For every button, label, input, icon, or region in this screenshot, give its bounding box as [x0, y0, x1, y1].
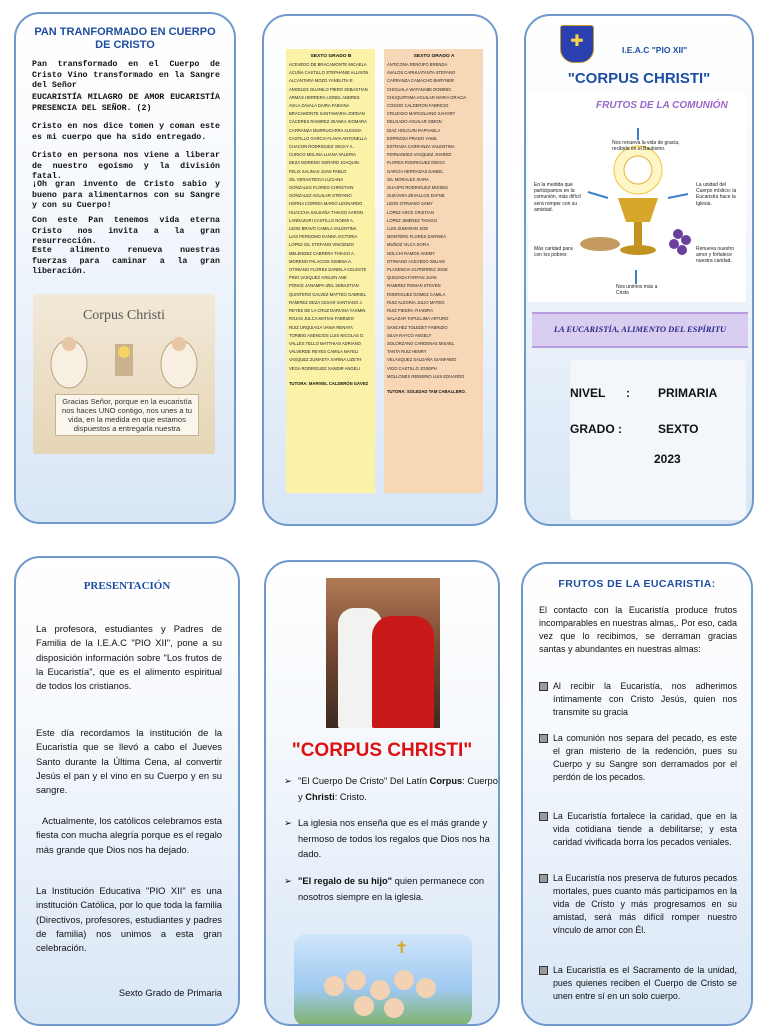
- item-bold: Corpus: [429, 776, 463, 786]
- bullet-icon: [539, 966, 548, 975]
- student-name: MORENO PALACIOS GIMENA A.: [289, 258, 352, 264]
- student-name: ACUÑA CASTILLO STEPHANIE ALLISON: [289, 70, 369, 76]
- fruit-bullet: [539, 964, 737, 1003]
- student-name: VALVERDE REYES CAMILA NAYELI: [289, 349, 359, 355]
- student-name: SALAZAR TAPULLIMA ARTURO: [387, 316, 449, 322]
- student-name: DIAZ HOLGUIN RAPHAELA: [387, 127, 441, 133]
- student-name: PLASENCIA GUTIERREZ JOSE: [387, 267, 448, 273]
- image-caption: Gracias Señor, porque en la eucaristía nos haces UNO contigo, nos unes a tu vida, en la medida en que estamos dispuestos a entregarla nuestra: [55, 394, 199, 436]
- student-name: GONZALES FLORES CHRISTIAN: [289, 185, 354, 191]
- bullet-text: Al recibir la Eucaristía, nos adherimos íntimamente con Cristo Jesús, quien nos transmite su gracia: [553, 681, 737, 717]
- student-name: FELIX SALINAS JUAN PABLO: [289, 168, 347, 174]
- bullet-text: La comunión nos separa del pecado, es este el gran misterio de la redención, pues su Cuerpo y su Sangre son derramados por el perdón de los pecados.: [553, 733, 737, 782]
- fruit-bullet: [539, 810, 737, 849]
- hymn-paragraph: EUCARISTÍA MILAGRO DE AMOR EUCARISTÍA PRESENCIA DEL SEÑOR. (2): [32, 93, 220, 113]
- student-name: DEZA MORENO GERARD JOAQUIN: [289, 160, 359, 166]
- presentation-paragraph: Actualmente, los católicos celebramos esta fiesta con mucha alegría porque es el regalo más grande que Dios nos ha dejado.: [36, 815, 222, 855]
- student-name: QUINTERO GALVEZ MATTEO GABRIEL: [289, 291, 367, 297]
- student-name: SOLORZANO CARDENAS MISAEL: [387, 340, 455, 346]
- student-name: CASTILLO GARCIA FLAVIA ANTONELLA: [289, 135, 368, 141]
- item-text: : Cuerpo y: [298, 776, 498, 802]
- student-name: SILVA RAYCO ANGELY: [387, 332, 432, 338]
- hymn-paragraph: Este alimento renueva nuestras fuerzas para caminar a la gran liberación.: [32, 246, 220, 276]
- student-name: LIAS PERDOMO DANNA VICTORIA: [289, 234, 358, 240]
- student-name: ROJAS JULCA MATIAS FABRIZIO: [289, 316, 354, 322]
- tutor-name: TUTORA: MARIVEL CALDERÓN GÁVEZ: [289, 380, 369, 386]
- student-name: CRUZADO MARCELIANO XAHORY: [387, 111, 456, 117]
- cover-panel: [524, 14, 754, 526]
- grado-value: SEXTO: [658, 422, 699, 436]
- student-name: RUIZ PIEDRA YHADIRA: [387, 308, 433, 314]
- student-name: PINO VASQUEZ AYELEN ANE: [289, 275, 347, 281]
- student-name: GONZALEZ AGUILAR STEFANO: [289, 193, 352, 199]
- hymn-paragraph: Con este Pan tenemos vida eterna Cristo nos invita a la gran resurrección.: [32, 216, 220, 246]
- item-text: La iglesia nos enseña que es el más grande y hermoso de todos los regalos que Dios nos ha dado.: [298, 818, 490, 859]
- student-name: VASQUEZ ZUMAETA XARINA LIZETH: [289, 357, 362, 363]
- student-name: FLORES RODRIGUEZ DIEGO: [387, 160, 445, 166]
- grade-b-header: SEXTO GRADO B: [310, 54, 352, 59]
- student-name: NOLCHI RAMOS AKEMY: [387, 250, 435, 256]
- bullet-text: La Eucaristía es el Sacramento de la unidad, pues quienes reciben el Cuerpo de Cristo se unen entre sí en un solo cuerpo.: [553, 965, 737, 1001]
- arrow-icon: ➢: [284, 818, 292, 829]
- item-text: "El Cuerpo De Cristo" Del Latín: [298, 776, 430, 786]
- eucharist-ribbon: [532, 312, 748, 348]
- grade-a-list: [384, 49, 483, 493]
- student-name: LOPEZ JIMENEZ THIAGO: [387, 217, 437, 223]
- presentation-signature: Sexto Grado de Primaria: [118, 987, 222, 998]
- item-text: quien permanece con nosotros siempre en la iglesia.: [298, 876, 485, 902]
- fruit-annotation: Nos renueva la vida de gracia, recibida en el Bautismo.: [612, 140, 680, 153]
- fruit-bullet: [539, 872, 737, 937]
- item-bold: Christi: [305, 791, 335, 802]
- student-name: ARMAS HERRERA LIONEL ANDRES: [289, 94, 360, 100]
- student-name: VELASQUEZ SALDAÑA GIANFABIO: [387, 357, 457, 363]
- student-list-panel: [262, 14, 498, 526]
- student-name: QUEZADA FARFAN JUAN: [387, 275, 437, 281]
- student-name: TORIBIO ASENCIOS LUIS NICOLAS O.: [289, 332, 365, 338]
- student-name: CARRANZA MURRUGARRA ALESSIA: [289, 127, 362, 133]
- student-name: LOPEZ GIL STEFANO VINCENZO: [289, 242, 354, 248]
- student-name: SANCHEZ TOLEDET FABRIZIO: [387, 324, 448, 330]
- hymn-title: PAN TRANFORMADO EN CUERPO DE CRISTO: [34, 26, 216, 51]
- grade-b-list: [286, 49, 375, 493]
- fruit-annotation: Renueva nuestro amor y fortalece nuestra caridad.: [696, 246, 735, 265]
- fruit-annotation: En la medida que participamos en la comunión, más difícil será romper con su amistad.: [534, 182, 581, 213]
- student-name: GUAJPO RODRIGUEZ MOISES: [387, 185, 448, 191]
- presentation-paragraph: La profesora, estudiantes y Padres de Familia de la I.E.A.C "PIO XII", pone a su disposición información sobre "Los frutos de la Eucaristía", que es el alimento espiritual de todos los cristianos.: [36, 623, 222, 692]
- student-name: ANTICONA RENGIFO BRENDA: [387, 62, 448, 67]
- student-name: CHIGUALA WATANABE DOMINIC: [387, 86, 452, 92]
- fruit-bullet: [539, 680, 737, 719]
- bullet-icon: [539, 734, 548, 743]
- student-name: VEGA RODRIGUEZ XANDIR ANGELI: [289, 365, 360, 371]
- presentation-paragraph: Este día recordamos la institución de la Eucaristía que se llevó a cabo el Jueves Santo durante la Última Cena, al convertir Jesús el pan y el vino en su Cuerpo y en su sangre.: [36, 727, 222, 796]
- student-name: LUIS ZUMARAN SOE: [387, 226, 429, 232]
- hymn-paragraph: Cristo en nos dice tomen y coman este es mi cuerpo que ha sido entregado.: [32, 122, 220, 142]
- list-item: [284, 774, 500, 805]
- student-name: BRACAMONTE SANTAMARIA JORDAN: [289, 111, 365, 117]
- corpus-christi-title: "CORPUS CHRISTI": [291, 740, 473, 761]
- student-name: MUÑOZ VILCA SOFIA: [387, 242, 430, 248]
- student-name: TANTA RUIZ HENRY: [387, 349, 427, 355]
- student-name: MONTERO FLORES DARINKA: [387, 234, 447, 240]
- hymn-paragraph: Cristo en persona nos viene a liberar de nuestro egoísmo y la división fatal.: [32, 151, 220, 181]
- student-name: CÁCERES RAMIREZ JEANKA XIOMARA: [289, 119, 367, 125]
- nivel-colon: :: [626, 386, 630, 400]
- student-name: HUACCHA SALDAÑA THIAGO AARON: [289, 209, 363, 215]
- student-name: GUEVARA ZEVALLOS DAFNE: [387, 193, 445, 199]
- cross-icon: ✝: [395, 940, 409, 957]
- school-crest-icon: ✚: [560, 25, 594, 63]
- student-name: CHACON RODRIGUEZ VECKY A.: [289, 144, 354, 150]
- student-name: ACEVEDO DE BRACAMONTE MICAELA: [289, 62, 367, 67]
- student-name: VALLES TELLO MATTHIAS ADRIANO: [289, 340, 361, 346]
- student-name: OTINIANO ACEVEDO WILIAM: [387, 258, 445, 264]
- corpus-christi-panel: [264, 560, 500, 1026]
- student-name: ESTRADA CARRANZA VALENTINA: [387, 144, 455, 150]
- student-name: LEON BRAVO CAMILA VALENTINA: [289, 226, 357, 232]
- hymn-paragraph: ¡Oh gran invento de Cristo sabio y bueno para alimentarnos con su Sangre y con su Cuerpo!: [32, 180, 220, 210]
- nivel-value: PRIMARIA: [658, 386, 718, 400]
- student-name: LEON OTINIANO SAMY: [387, 201, 433, 207]
- hymn-panel: [14, 12, 236, 524]
- student-name: GARCIA HERRADAS DANIEL: [387, 168, 444, 174]
- grade-info: [570, 360, 746, 520]
- item-bold: "El regalo de su hijo": [298, 876, 393, 886]
- student-name: ANGELES GUANILO PIERO SEBASTIAN: [289, 86, 368, 92]
- item-text: : Cristo.: [334, 791, 367, 802]
- pope-communion-photo: [326, 578, 440, 728]
- student-name: COSSIO CALDERON FABRICIO: [387, 103, 449, 109]
- children-faces: [294, 934, 472, 1026]
- frutos-diagram: [528, 94, 746, 302]
- school-name: I.E.A.C "PIO XII": [622, 45, 688, 55]
- student-name: RUIZ URQUIAGA VANIA RENATA: [289, 324, 353, 330]
- student-name: REYES DE LA CRUZ DARIANA YASMIN: [289, 308, 366, 314]
- student-name: PONCE JANAMPA IZEL SEBASTIAN: [289, 283, 359, 289]
- student-name: ALCANTARA MOZO YANELITH E.: [289, 78, 354, 84]
- fruit-annotation: Más caridad para con los pobres: [534, 246, 573, 259]
- bullet-text: La Eucaristía nos preserva de futuros pecados mortales, pues cuanto más participamos en la vida de Cristo y más progresamos en su amistad, será más difícil romper nuestro vínculo de amor con Él.: [553, 873, 737, 935]
- presentation-title: PRESENTACIÓN: [83, 580, 171, 592]
- student-name: CHUQUIPOMA AGUILAR MARIA GRACIA: [387, 94, 467, 100]
- bullet-icon: [539, 682, 548, 691]
- ribbon-text: LA EUCARISTÍA, ALIMENTO DEL ESPÍRITU: [553, 324, 727, 334]
- cover-title: "CORPUS CHRISTI": [567, 70, 711, 87]
- fruits-title: FRUTOS DE LA EUCARISTIA:: [558, 578, 716, 590]
- school-year: 2023: [654, 452, 681, 466]
- student-name: MELENDEZ CABRERA THIAGO A.: [289, 250, 356, 256]
- list-item: [284, 816, 500, 863]
- fruit-annotation: La unidad del Cuerpo místico: la Eucaristía hace la Iglesia.: [696, 182, 737, 207]
- student-name: CURICO MOLINA LUANA VALERIA: [289, 152, 356, 158]
- arrow-icon: ➢: [284, 876, 292, 887]
- corpus-christi-image: [33, 294, 215, 454]
- student-name: DELGADO AGUILAR SIMON: [387, 119, 442, 125]
- list-item: [284, 874, 500, 905]
- student-name: VIGO CASTILLO JOSEPH: [387, 365, 437, 371]
- student-name: RODRIGUEZ GOMEZ CAMILA: [387, 291, 446, 297]
- fruit-annotation: Nos unimos más a Cristo: [616, 284, 658, 297]
- grado-label: GRADO :: [570, 422, 622, 436]
- bullet-text: La Eucaristía fortalece la caridad, que en la vida cotidiana tiende a debilitarse; y esta caridad vivificada borra los pecados veniales.: [553, 811, 737, 847]
- student-name: HORNA CORREA MARIO LEONARDO: [289, 201, 363, 207]
- tutor-name: TUTORA: SOLEDAD TAM CABALLERO.: [387, 388, 466, 394]
- presentation-panel: [14, 556, 240, 1026]
- student-name: LANDAZURI CASTILLO NOEMI A.: [289, 217, 354, 223]
- student-name: AVILA ZAVALA DAIRA FABIANA: [289, 103, 350, 109]
- student-name: RAMIREZ DEZA CESAR SANTIAGO J.: [289, 299, 363, 305]
- hymn-paragraph: Pan transformado en el Cuerpo de Cristo Vino transformado en la Sangre del Señor: [32, 60, 220, 90]
- student-name: AVALOS CARHUATANTA STEFANO: [387, 70, 456, 76]
- nivel-label: NIVEL: [570, 386, 606, 400]
- grade-a-header: SEXTO GRADO A: [413, 54, 455, 59]
- fruits-intro: El contacto con la Eucaristía produce frutos incomparables en nuestras almas,. Por eso, cada vez que lo recibimos, se derraman gracias santas y abundantes en nuestras almas:: [539, 605, 737, 654]
- student-name: RUIZ ALEGRIA JULIO MATEO: [387, 299, 445, 305]
- children-illustration: [294, 934, 472, 1026]
- student-name: FERNANDEZ VASQUEZ JHARED: [387, 152, 452, 158]
- student-name: GIL VERASTEGUI LUCIANA: [289, 176, 344, 182]
- fruit-bullet: [539, 732, 737, 784]
- student-name: ESPINOZA PRADO YAMIL: [387, 135, 438, 141]
- student-name: MOLLONES REINERIO LUIS EDUARDO: [387, 373, 465, 379]
- arrow-icon: ➢: [284, 776, 292, 787]
- student-name: RAMIREZ ROMAN STEVEN: [387, 283, 441, 289]
- frutos-heading: FRUTOS DE LA COMUNIÓN: [596, 100, 728, 111]
- student-name: GIL MORALES XIARA: [387, 176, 429, 182]
- student-name: LOPEZ ARCE CRISTIAN: [387, 209, 435, 215]
- bullet-icon: [539, 874, 548, 883]
- image-title: Corpus Christi: [82, 308, 166, 323]
- student-name: OTINIANO FLORES DANIELA CELESTE: [289, 267, 367, 273]
- fruits-panel: [521, 562, 753, 1026]
- pope-figure: [372, 616, 434, 728]
- student-name: CARRANZA CAMACHO BHRYNER: [387, 78, 454, 84]
- presentation-paragraph: La Institución Educativa "PIO XII" es una institución Católica, por lo que toda la familia (Directivos, profesores, estudiantes y padres de familia) nos unimos a esta gran celebración.: [36, 885, 222, 954]
- bullet-icon: [539, 812, 548, 821]
